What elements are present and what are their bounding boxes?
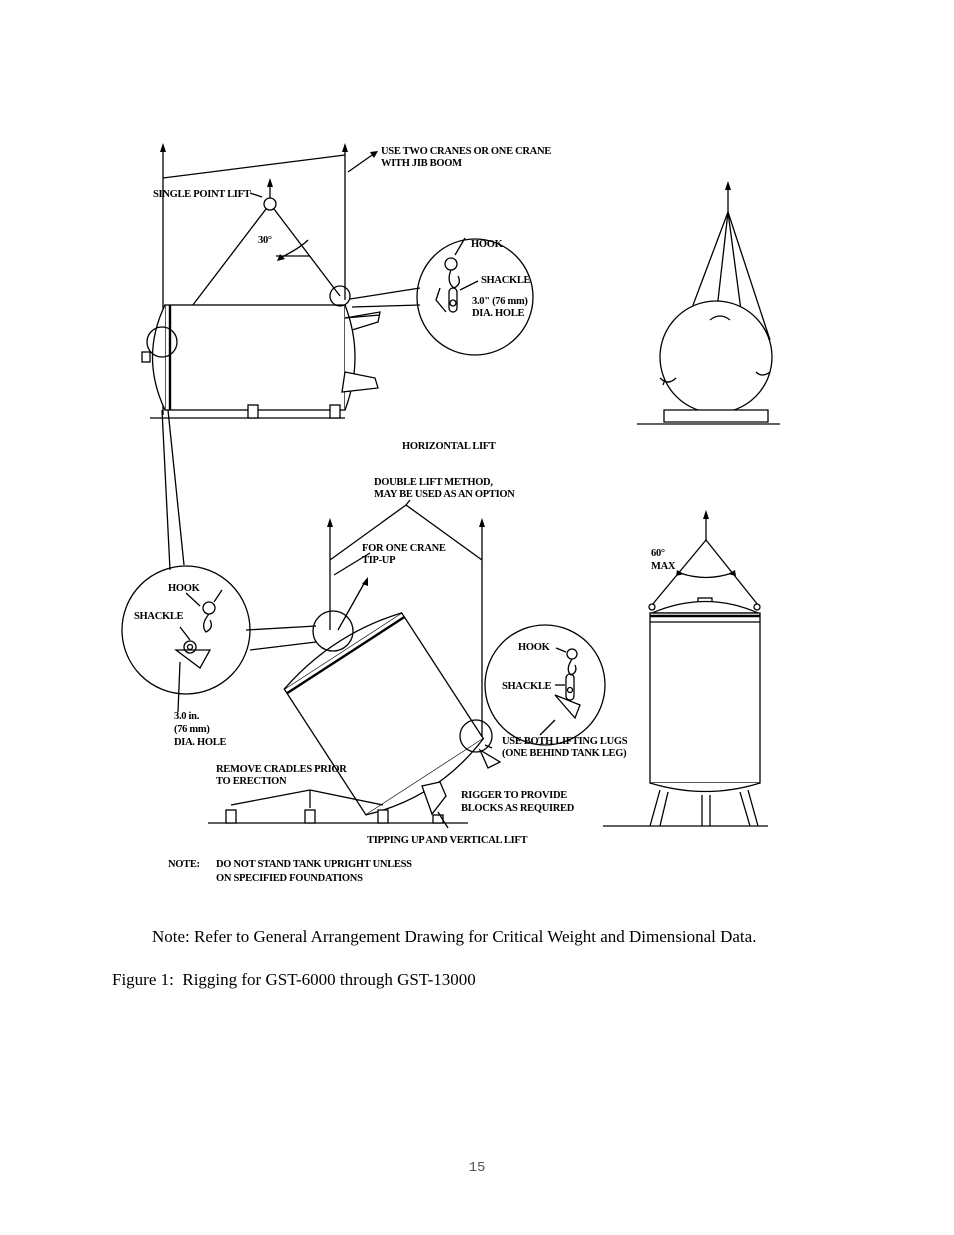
vertical-lift-drawing (603, 510, 768, 826)
figure-caption-label: Figure 1: (112, 970, 174, 989)
label-angle-30: 30° (258, 235, 272, 246)
label-tip-up: TIP-UP (362, 555, 396, 566)
label-jib-boom: WITH JIB BOOM (381, 158, 462, 169)
label-rigger: RIGGER TO PROVIDE (461, 790, 567, 801)
label-one-crane: FOR ONE CRANE (362, 543, 446, 554)
label-shackle-a: SHACKLE (481, 275, 531, 286)
figure-caption-text: Rigging for GST-6000 through GST-13000 (182, 970, 476, 989)
sling-end-view-drawing (637, 181, 780, 424)
label-max: MAX (651, 561, 676, 572)
label-note-line-1: DO NOT STAND TANK UPRIGHT UNLESS (216, 859, 412, 870)
label-hole-b-mm: (76 mm) (174, 724, 210, 735)
horizontal-lift-drawing (142, 143, 533, 418)
label-double-lift: DOUBLE LIFT METHOD, (374, 477, 493, 488)
label-note-tag: NOTE: (168, 859, 200, 870)
label-double-lift-option: MAY BE USED AS AN OPTION (374, 489, 515, 500)
label-lifting-lugs: USE BOTH LIFTING LUGS (502, 736, 628, 747)
label-to-erection: TO ERECTION (216, 776, 287, 787)
label-angle-60: 60° (651, 548, 665, 559)
label-horizontal-lift: HORIZONTAL LIFT (402, 441, 496, 452)
label-note-line-2: ON SPECIFIED FOUNDATIONS (216, 873, 363, 884)
label-hole-b-dia: DIA. HOLE (174, 737, 227, 748)
label-behind-tank-leg: (ONE BEHIND TANK LEG) (502, 748, 627, 759)
label-blocks: BLOCKS AS REQUIRED (461, 803, 575, 814)
label-tipping-up: TIPPING UP AND VERTICAL LIFT (367, 835, 528, 846)
label-shackle-b: SHACKLE (134, 611, 184, 622)
label-hole-b-size: 3.0 in. (174, 711, 200, 722)
label-hook-c: HOOK (518, 642, 550, 653)
label-shackle-c: SHACKLE (502, 681, 552, 692)
dimensional-data-note: Note: Refer to General Arrangement Drawing for Critical Weight and Dimensional Data. (152, 927, 757, 946)
label-hole-a-dia: DIA. HOLE (472, 308, 525, 319)
label-single-point-lift: SINGLE POINT LIFT (153, 189, 251, 200)
label-hole-a-size: 3.0" (76 mm) (472, 296, 528, 307)
figure-caption (112, 970, 476, 990)
label-hook-b: HOOK (168, 583, 200, 594)
label-use-two-cranes: USE TWO CRANES OR ONE CRANE (381, 146, 551, 157)
label-hook-a: HOOK (471, 239, 503, 250)
label-remove-cradles: REMOVE CRADLES PRIOR (216, 764, 347, 775)
page-number: 15 (468, 1160, 486, 1176)
